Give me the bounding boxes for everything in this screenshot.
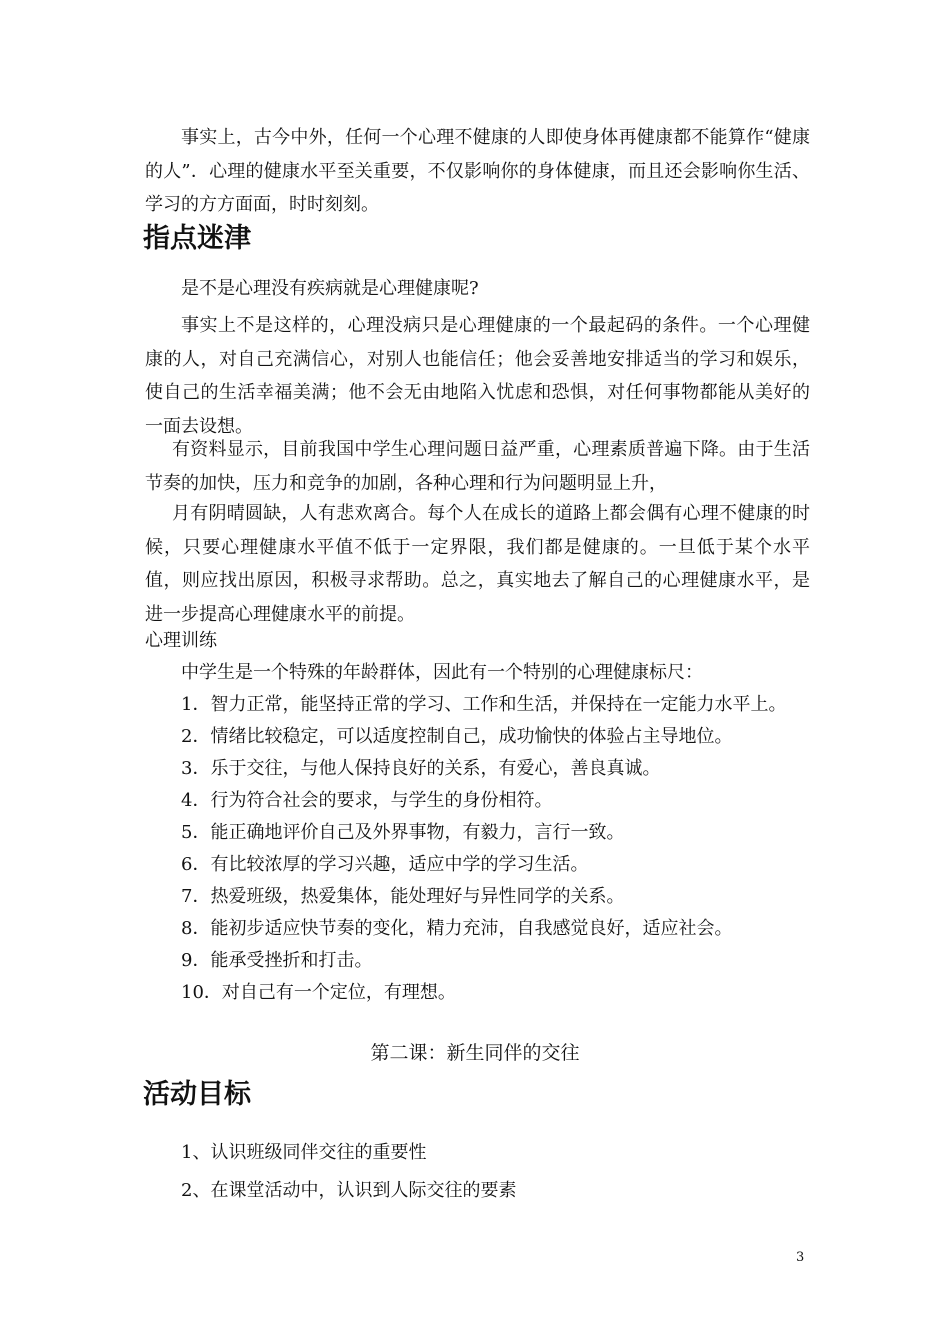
section-heading-goals: 活动目标 — [143, 1079, 251, 1110]
answer-paragraph: 事实上不是这样的，心理没病只是心理健康的一个最起码的条件。一个心理健康的人，对自己充满信心，对别人也能信任；他会妥善地安排适当的学习和娱乐，使自己的生活幸福美满；他不会无由地陷入忧虑和恐惧，对任何事物都能从美好的一面去设想。 — [145, 315, 810, 437]
standard-item: 4．行为符合社会的要求，与学生的身份相符。 — [181, 790, 553, 811]
intro-paragraph: 事实上，古今中外，任何一个心理不健康的人即使身体再健康都不能算作“健康的人”．心理的健康水平至关重要，不仅影响你的身体健康，而且还会影响你生活、学习的方方面面，时时刻刻。 — [145, 127, 810, 215]
page-number: 3 — [796, 1250, 805, 1265]
standard-item: 9．能承受挫折和打击。 — [181, 950, 373, 971]
standard-item: 5．能正确地评价自己及外界事物，有毅力，言行一致。 — [181, 822, 625, 843]
question-line: 是不是心理没有疾病就是心理健康呢? — [181, 278, 479, 299]
lesson-title: 第二课：新生同伴的交往 — [370, 1042, 580, 1064]
standard-item: 3．乐于交往，与他人保持良好的关系，有爱心，善良真诚。 — [181, 758, 661, 779]
standard-item: 2．情绪比较稳定，可以适度控制自己，成功愉快的体验占主导地位。 — [181, 726, 733, 747]
standard-item: 1．智力正常，能坚持正常的学习、工作和生活，并保持在一定能力水平上。 — [181, 694, 787, 715]
goal-item: 1、认识班级同伴交往的重要性 — [181, 1142, 427, 1163]
standard-item: 10．对自己有一个定位，有理想。 — [181, 982, 456, 1003]
section-heading-guidance: 指点迷津 — [143, 223, 251, 254]
goal-item: 2、在课堂活动中，认识到人际交往的要素 — [181, 1180, 517, 1201]
data-paragraph: 有资料显示，目前我国中学生心理问题日益严重，心理素质普遍下降。由于生活节奏的加快，压力和竞争的加剧，各种心理和行为问题明显上升， — [145, 439, 810, 494]
moon-paragraph: 月有阴晴圆缺，人有悲欢离合。每个人在成长的道路上都会偶有心理不健康的时候，只要心理健康水平值不低于一定界限，我们都是健康的。一旦低于某个水平值，则应找出原因，积极寻求帮助。总之，真实地去了解自己的心理健康水平，是进一步提高心理健康水平的前提。 — [145, 503, 810, 625]
standard-item: 7．热爱班级，热爱集体，能处理好与异性同学的关系。 — [181, 886, 625, 907]
training-label: 心理训练 — [145, 630, 217, 651]
standard-item: 8．能初步适应快节奏的变化，精力充沛，自我感觉良好，适应社会。 — [181, 918, 733, 939]
standard-intro: 中学生是一个特殊的年龄群体，因此有一个特别的心理健康标尺： — [181, 662, 703, 683]
standard-item: 6．有比较浓厚的学习兴趣，适应中学的学习生活。 — [181, 854, 589, 875]
